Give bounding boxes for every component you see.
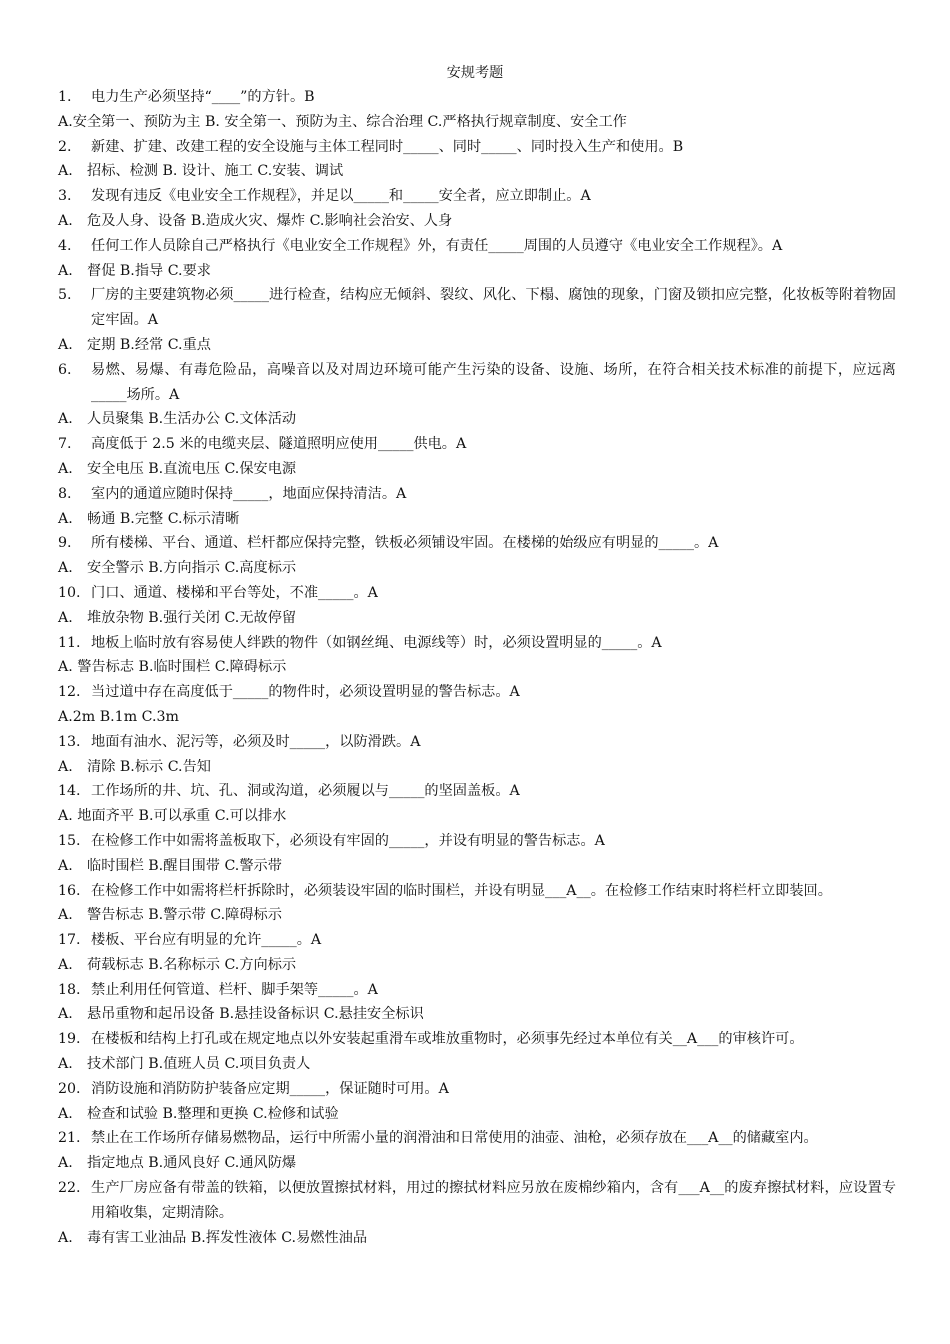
answer-options [58,110,896,135]
question-item [58,928,896,953]
answer-options [58,333,896,358]
option-marker: A. [58,560,73,577]
question-text: 禁止在工作场所存储易燃物品，运行中所需小量的润滑油和日常使用的油壶、油枪，必须存放在___A__的储藏室内。 [91,1130,818,1147]
option-marker: A. [58,857,73,874]
question-item [58,234,896,259]
question-item [58,283,896,333]
options-text: 警告标志 B.警示带 C.障碍标示 [87,907,282,924]
question-item [58,829,896,854]
question-item [58,581,896,606]
question-item [58,730,896,755]
answer-options [58,457,896,482]
answer-options [58,1102,896,1127]
question-text: 室内的通道应随时保持_____，地面应保持清洁。A [91,485,407,502]
option-marker: A. [58,163,73,180]
question-text: 楼板、平台应有明显的允许_____。A [91,932,322,949]
options-text: 招标、检测 B. 设计、施工 C.安装、调试 [87,163,344,180]
question-number: 1. [58,89,72,105]
options-text: 畅通 B.完整 C.标示清晰 [87,510,240,527]
question-text: 发现有违反《电业安全工作规程》，并足以_____和_____安全者，应立即制止。A [91,188,591,205]
question-item [58,1027,896,1052]
question-text: 电力生产必须坚持“____”的方针。B [91,89,315,105]
question-item [58,482,896,507]
options-text: 临时围栏 B.醒目围带 C.警示带 [87,857,282,874]
question-number: 13. [58,733,81,750]
question-item [58,680,896,705]
options-text: 技术部门 B.值班人员 C.项目负责人 [87,1056,311,1073]
question-number: 15. [58,832,81,849]
question-number: 9. [58,535,72,552]
options-text: 堆放杂物 B.强行关闭 C.无故停留 [87,609,297,626]
question-item [58,135,896,160]
option-marker: A. [58,609,73,626]
question-text: 在检修工作中如需将栏杆拆除时，必须装设牢固的临时围栏，并设有明显___A__。在检修工作结束时将栏杆立即装回。 [91,882,832,899]
options-text: 危及人身、设备 B.造成火灾、爆炸 C.影响社会治安、人身 [87,212,453,229]
question-text: 高度低于 2.5 米的电缆夹层、隧道照明应使用_____供电。A [91,436,467,453]
option-marker: A. [58,1006,73,1023]
question-number: 11. [58,634,81,651]
question-text: 禁止利用任何管道、栏杆、脚手架等_____。A [91,981,378,998]
option-marker: A. [58,262,73,279]
options-text: 安全警示 B.方向指示 C.高度标示 [87,560,297,577]
question-item [58,879,896,904]
options-text: 检查和试验 B.整理和更换 C.检修和试验 [87,1105,339,1122]
options-text: 定期 B.经常 C.重点 [87,336,211,353]
question-item [58,978,896,1003]
page-title: 安规考题 [446,65,504,81]
question-number: 22. [58,1180,81,1197]
answer-options [58,755,896,780]
answer-options [58,1151,896,1176]
answer-options [58,1052,896,1077]
options-text: 安全电压 B.直流电压 C.保安电源 [87,460,297,477]
option-marker: A. [58,907,73,924]
question-text: 工作场所的井、坑、孔、洞或沟道，必须履以与_____的坚固盖板。A [91,783,520,800]
option-marker: A. [58,1155,73,1172]
question-number: 18. [58,981,81,998]
option-marker: A. [58,460,73,477]
options-text: 毒有害工业油品 B.挥发性液体 C.易燃性油品 [87,1229,368,1246]
question-number: 12. [58,684,81,701]
options-text: A.2m B.1m C.3m [58,708,180,725]
answer-options [58,854,896,879]
answer-options [58,705,896,730]
question-text: 厂房的主要建筑物必须_____进行检查，结构应无倾斜、裂纹、风化、下榻、腐蚀的现象，门窗及锁扣应完整，化妆板等附着物固定牢固。A [91,287,896,329]
question-item [58,1176,896,1226]
answer-options [58,159,896,184]
question-number: 21. [58,1130,81,1147]
question-number: 20. [58,1080,81,1097]
question-item [58,779,896,804]
answer-options [58,655,896,680]
answer-options [58,209,896,234]
answer-options [58,507,896,532]
question-number: 19. [58,1031,81,1048]
options-text: 荷载标志 B.名称标示 C.方向标示 [87,956,297,973]
answer-options [58,804,896,829]
question-text: 生产厂房应备有带盖的铁箱，以便放置擦拭材料，用过的擦拭材料应另放在废棉纱箱内，含有___A__的废弃擦拭材料，应设置专用箱收集，定期清除。 [91,1180,896,1221]
question-number: 6. [58,361,72,378]
question-item [58,432,896,457]
question-number: 14. [58,783,81,800]
question-text: 在检修工作中如需将盖板取下，必须设有牢固的_____，并设有明显的警告标志。A [91,832,605,849]
question-list [58,85,896,1250]
option-marker: A. [58,212,73,229]
question-number: 16. [58,882,81,899]
answer-options [58,606,896,631]
answer-options [58,259,896,284]
options-text: 督促 B.指导 C.要求 [87,262,211,279]
options-text: 悬吊重物和起吊设备 B.悬挂设备标识 C.悬挂安全标识 [87,1006,424,1023]
question-item [58,184,896,209]
question-text: 门口、通道、楼梯和平台等处，不准_____。A [91,584,378,601]
question-number: 5. [58,287,72,304]
question-item [58,358,896,408]
answer-options [58,1002,896,1027]
options-text: 人员聚集 B.生活办公 C.文体活动 [87,411,297,428]
option-marker: A. [58,336,73,353]
options-text: 指定地点 B.通风良好 C.通风防爆 [87,1155,297,1172]
question-item [58,1077,896,1102]
option-marker: A. [58,1229,73,1246]
question-number: 10. [58,584,81,601]
question-number: 3. [58,188,72,205]
option-marker: A. [58,758,73,775]
question-text: 所有楼梯、平台、通道、栏杆都应保持完整，铁板必须铺设牢固。在楼梯的始级应有明显的_____。A [91,535,719,552]
option-marker: A. [58,411,73,428]
question-text: 易燃、易爆、有毒危险品，高噪音以及对周边环境可能产生污染的设备、设施、场所，在符合相关技术标准的前提下，应远离_____场所。A [91,361,896,403]
answer-options [58,903,896,928]
question-text: 任何工作人员除自己严格执行《电业安全工作规程》外，有责任_____周围的人员遵守《电业安全工作规程》。A [91,237,783,254]
answer-options [58,556,896,581]
question-item [58,1126,896,1151]
options-text: A. 警告标志 B.临时围栏 C.障碍标示 [58,659,287,676]
answer-options [58,1226,896,1251]
question-number: 4. [58,237,72,254]
option-marker: A. [58,956,73,973]
question-number: 2. [58,138,72,155]
question-number: 7. [58,436,72,453]
question-text: 消防设施和消防防护装备应定期_____，保证随时可用。A [91,1080,449,1097]
options-text: A.安全第一、预防为主 B. 安全第一、预防为主、综合治理 C.严格执行规章制度、安全工作 [58,113,627,130]
question-text: 在楼板和结构上打孔或在规定地点以外安装起重滑车或堆放重物时，必须事先经过本单位有关__A___的审核许可。 [91,1031,804,1048]
question-item [58,631,896,656]
answer-options [58,407,896,432]
option-marker: A. [58,1105,73,1122]
question-text: 地面有油水、泥污等，必须及时_____，以防滑跌。A [91,733,421,750]
answer-options [58,953,896,978]
question-text: 当过道中存在高度低于_____的物件时，必须设置明显的警告标志。A [91,684,520,701]
question-number: 8. [58,485,72,502]
question-number: 17. [58,932,81,949]
question-item [58,85,896,110]
options-text: A. 地面齐平 B.可以承重 C.可以排水 [58,808,287,825]
option-marker: A. [58,1056,73,1073]
options-text: 清除 B.标示 C.告知 [87,758,211,775]
question-text: 新建、扩建、改建工程的安全设施与主体工程同时_____、同时_____、同时投入生产和使用。B [91,138,684,155]
option-marker: A. [58,510,73,527]
question-item [58,531,896,556]
question-text: 地板上临时放有容易使人绊跌的物件（如钢丝绳、电源线等）时，必须设置明显的_____。A [91,634,662,651]
